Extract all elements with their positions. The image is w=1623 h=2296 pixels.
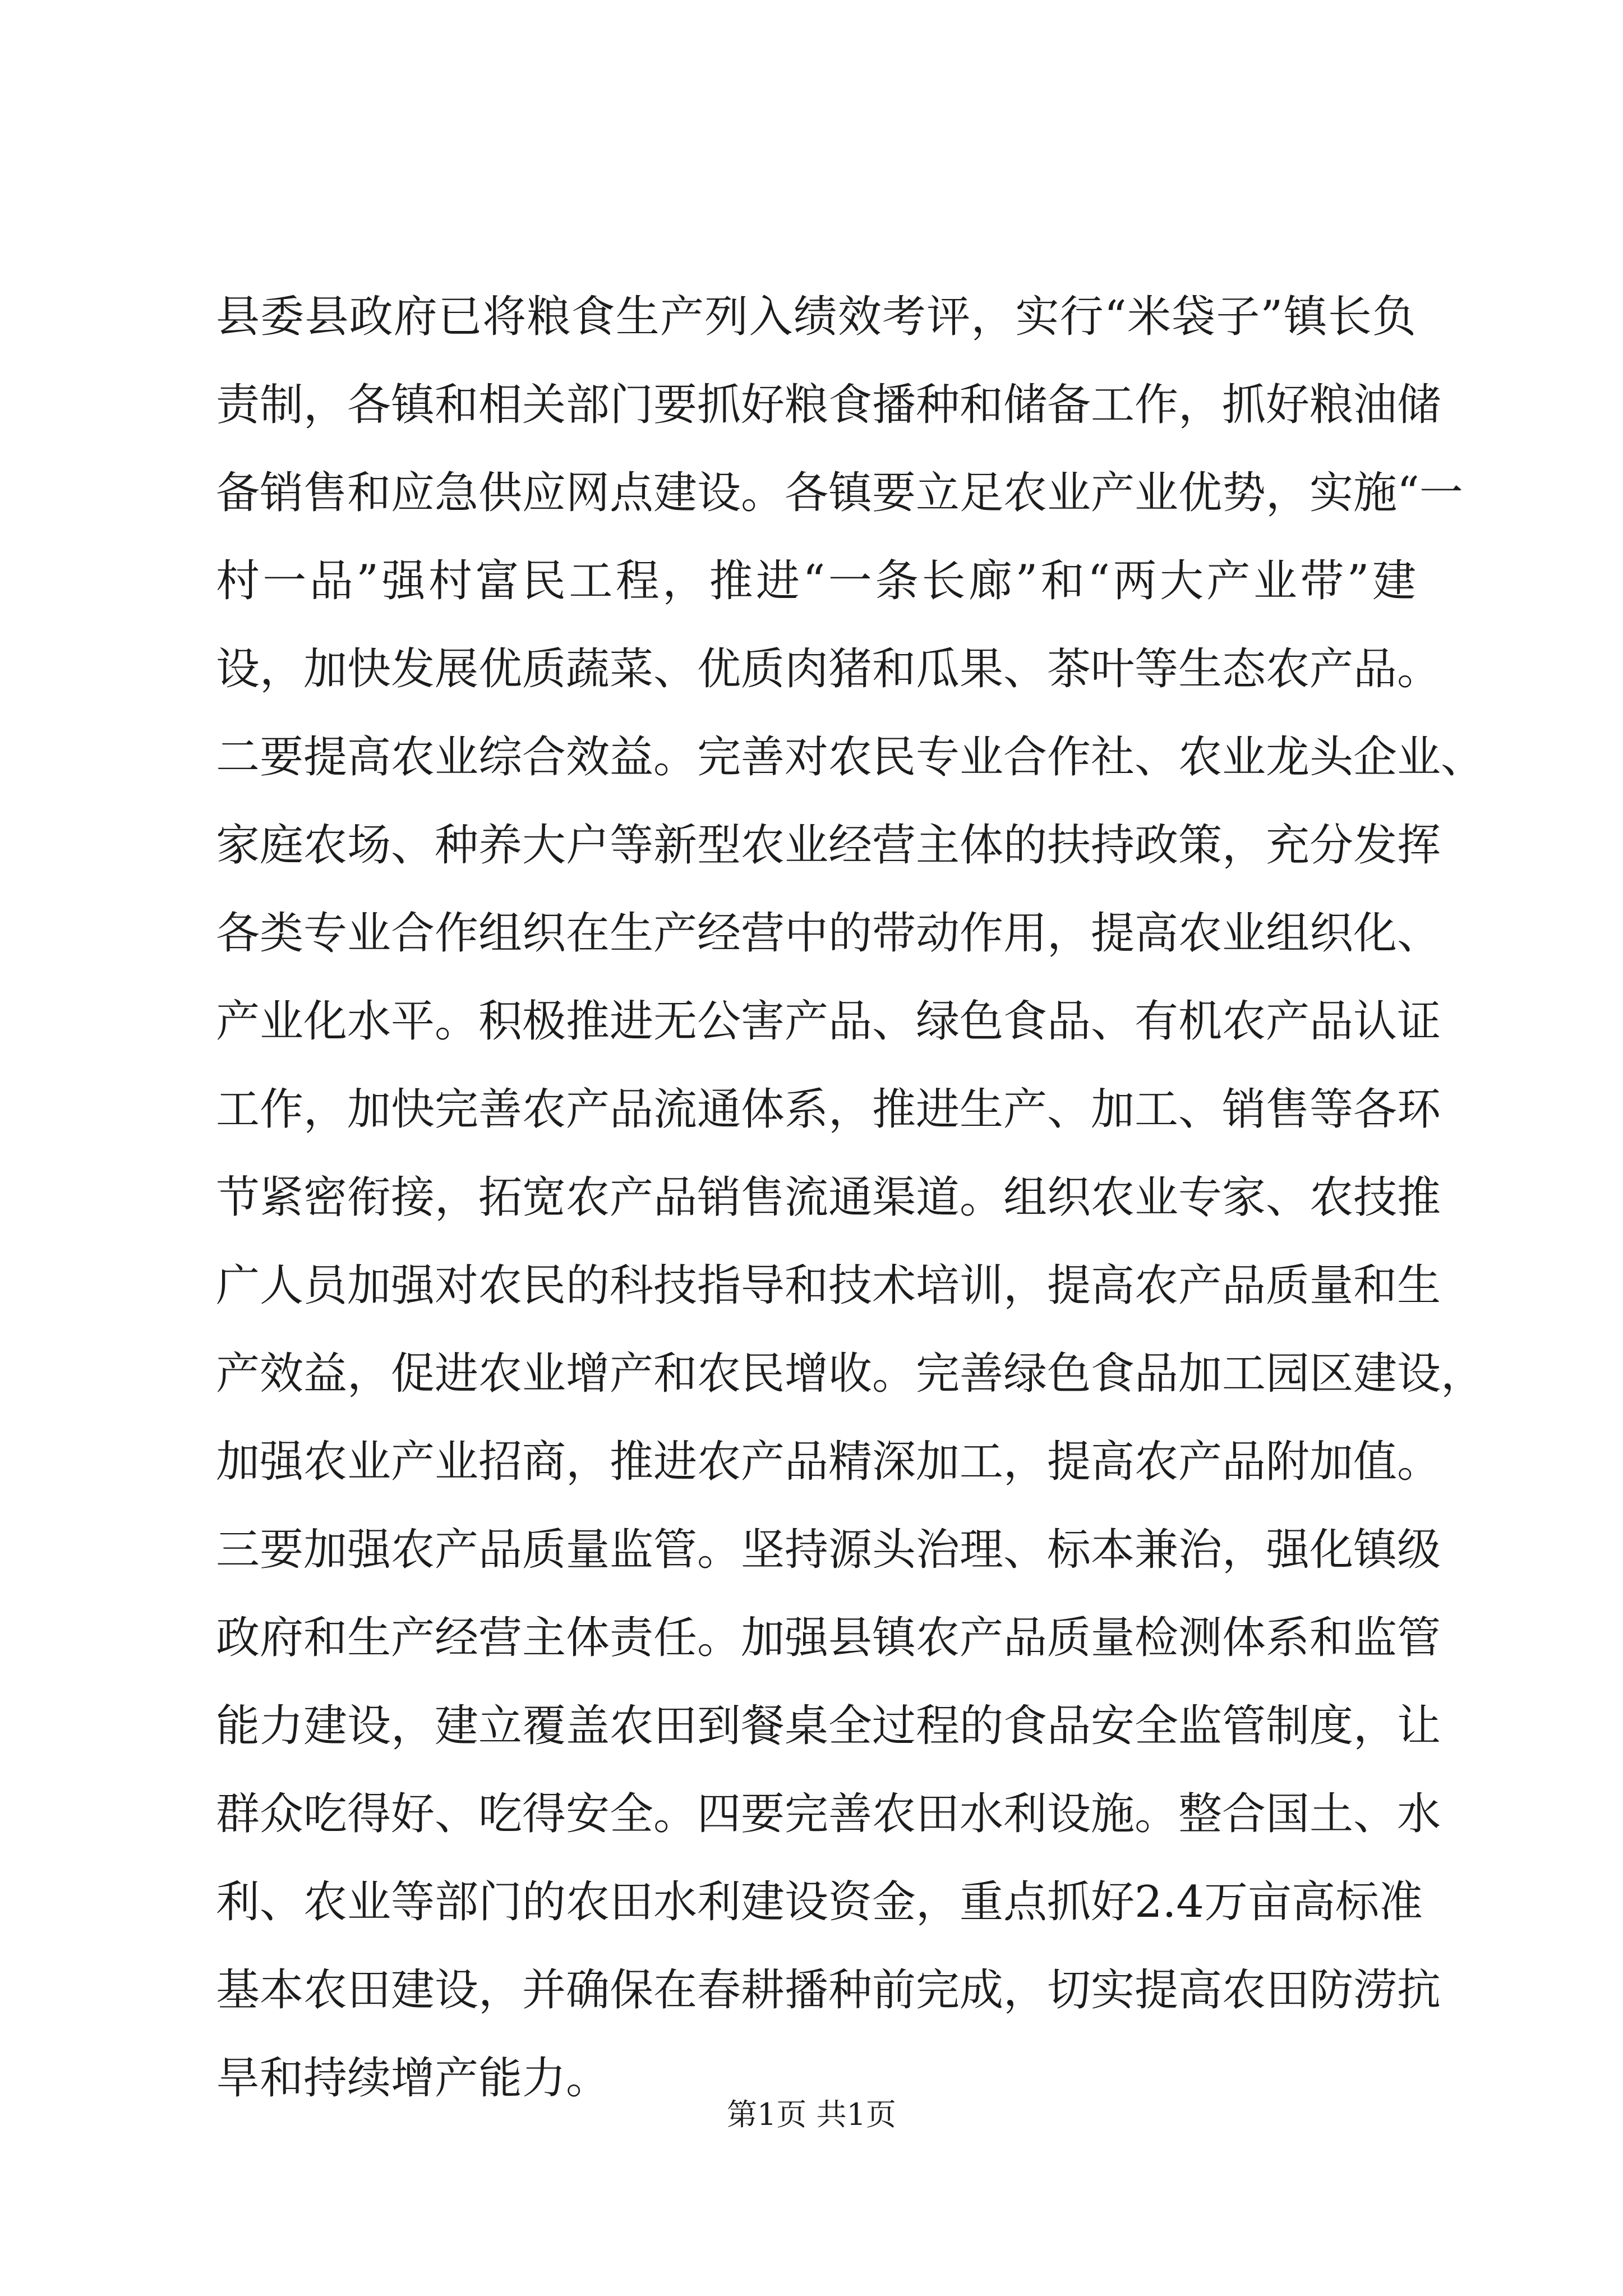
text-line: 家庭农场、种养大户等新型农业经营主体的扶持政策，充分发挥: [216, 820, 1441, 871]
text-line: 群众吃得好、吃得安全。四要完善农田水利设施。整合国土、水: [216, 1789, 1441, 1839]
text-line: 产业化水平。积极推进无公害产品、绿色食品、有机农产品认证: [216, 996, 1441, 1047]
text-line: 广人员加强对农民的科技指导和技术培训，提高农产品质量和生: [216, 1260, 1441, 1311]
text-line: 产效益，促进农业增产和农民增收。完善绿色食品加工园区建设，: [216, 1349, 1485, 1399]
text-line: 政府和生产经营主体责任。加强县镇农产品质量检测体系和监管: [216, 1613, 1441, 1663]
text-line: 能力建设，建立覆盖农田到餐桌全过程的食品安全监管制度，让: [216, 1701, 1441, 1751]
text-line: 二要提高农业综合效益。完善对农民专业合作社、农业龙头企业、: [216, 732, 1485, 783]
text-line: 工作，加快完善农产品流通体系，推进生产、加工、销售等各环: [216, 1084, 1441, 1135]
text-line: 基本农田建设，并确保在春耕播种前完成，切实提高农田防涝抗: [216, 1965, 1441, 2016]
text-line: 旱和持续增产能力。: [216, 2053, 610, 2104]
page-number-footer: 第1页 共1页: [727, 2097, 896, 2132]
text-line: 三要加强农产品质量监管。坚持源头治理、标本兼治，强化镇级: [216, 1525, 1441, 1575]
text-line: 加强农业产业招商，推进农产品精深加工，提高农产品附加值。: [216, 1437, 1441, 1487]
text-line: 利、农业等部门的农田水利建设资金，重点抓好2.4万亩高标准: [216, 1877, 1423, 1927]
text-line: 节紧密衔接，拓宽农产品销售流通渠道。组织农业专家、农技推: [216, 1172, 1441, 1223]
text-line: 责制，各镇和相关部门要抓好粮食播种和储备工作，抓好粮油储: [216, 380, 1441, 430]
text-line: 各类专业合作组织在生产经营中的带动作用，提高农业组织化、: [216, 908, 1441, 959]
text-line: 备销售和应急供应网点建设。各镇要立足农业产业优势，实施“一: [216, 468, 1463, 518]
text-line: 设，加快发展优质蔬菜、优质肉猪和瓜果、茶叶等生态农产品。: [216, 644, 1441, 694]
text-line: 村一品”强村富民工程，推进“一条长廊”和“两大产业带”建: [216, 556, 1416, 606]
text-line: 县委县政府已将粮食生产列入绩效考评，实行“米袋子”镇长负: [216, 292, 1416, 342]
